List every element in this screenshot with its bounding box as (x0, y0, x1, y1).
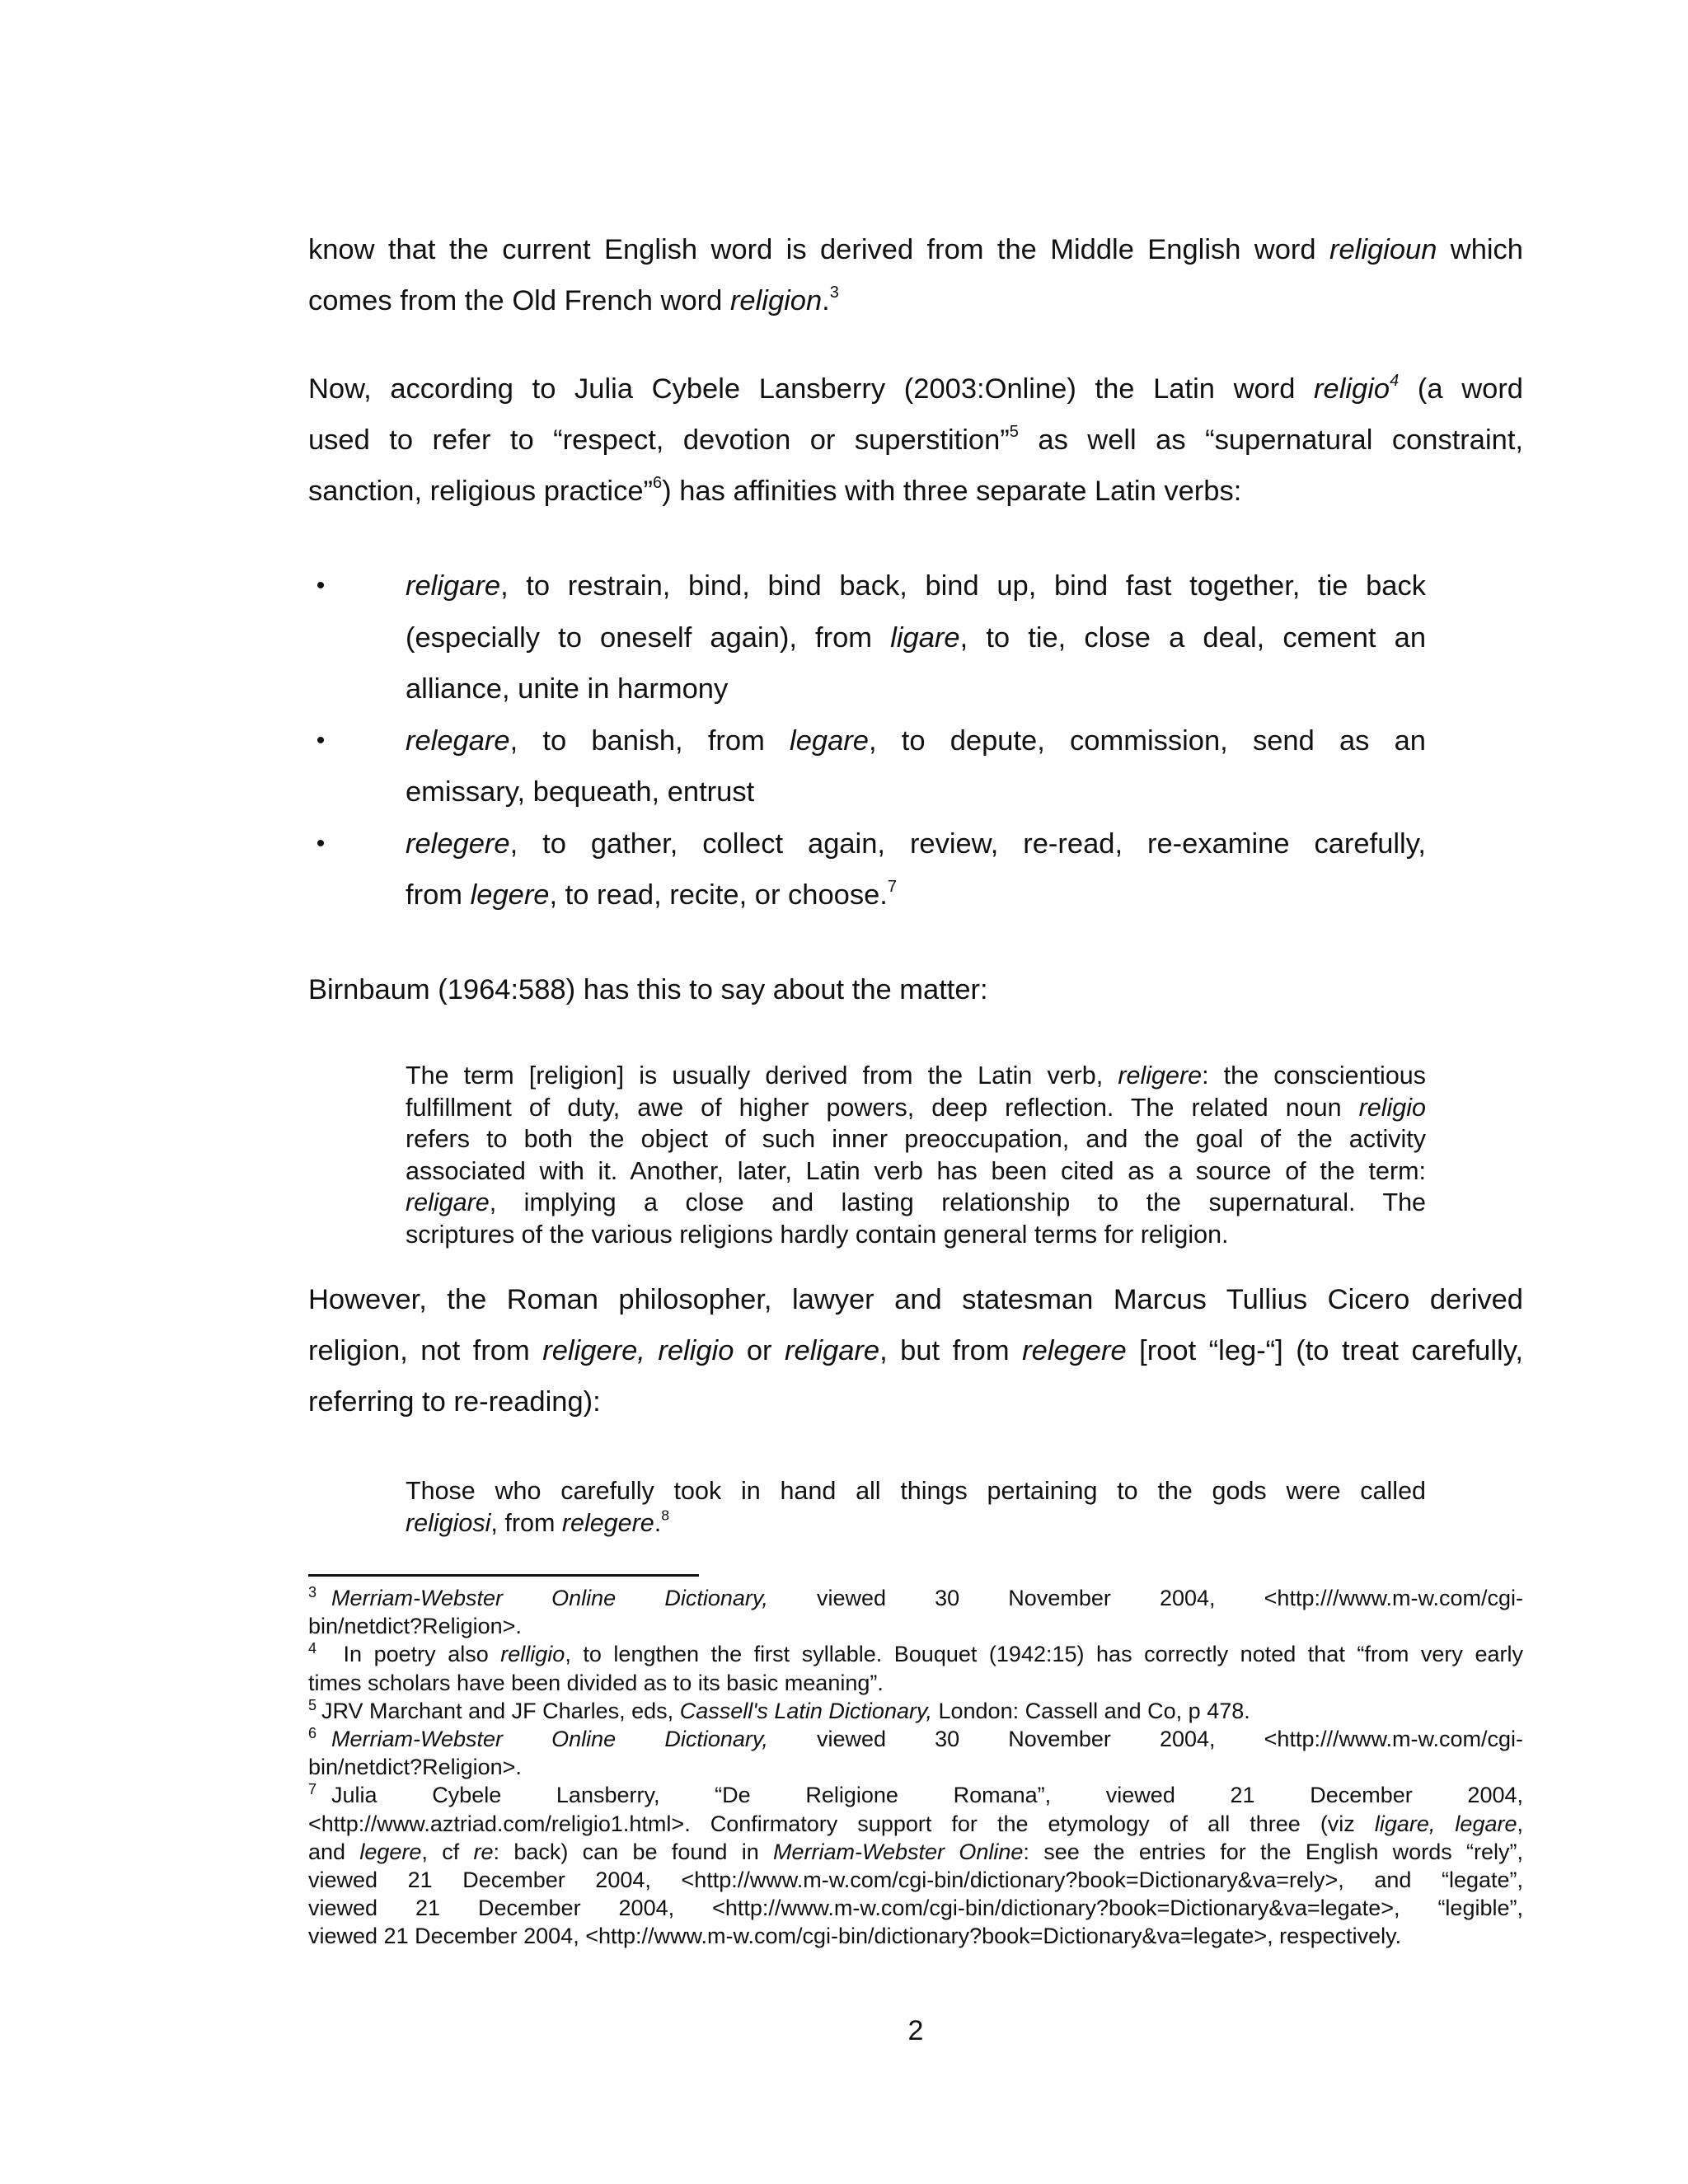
text-run: viewed 30 November 2004, <http:///www.m-w.com/cgi- (767, 1727, 1523, 1752)
text-run: , (1517, 1811, 1524, 1836)
text-run: (a word (1399, 373, 1523, 405)
italic-term: relegere (406, 827, 510, 860)
footnote-7 (308, 1781, 1523, 1950)
italic-term: Merriam-Webster Online Dictionary, (331, 1727, 768, 1752)
text-run: comes from the Old French word (308, 285, 730, 316)
footnote-ref[interactable]: 7 (887, 878, 898, 896)
footnote-ref[interactable]: 4 (1390, 372, 1400, 390)
text-run: In poetry also (331, 1642, 501, 1667)
footnotes (308, 1584, 1523, 1951)
text-run: , implying a close and lasting relationship to the supernatural. The (489, 1188, 1426, 1216)
text-run: Now, according to Julia Cybele Lansberry (2003:Online) the Latin word (308, 373, 1315, 405)
text-run: or (734, 1335, 785, 1366)
paragraph-cicero (308, 1274, 1523, 1427)
footnote-6 (308, 1725, 1523, 1781)
text-run: . (822, 285, 830, 316)
text-line: emissary, bequeath, entrust (406, 776, 755, 808)
text-line: viewed 21 December 2004, <http://www.m-w.com/cgi-bin/dictionary?book=Dictionary&va=rely>, and “legate”, (308, 1868, 1523, 1893)
text-line: 5 JRV Marchant and JF Charles, eds, Cassell's Latin Dictionary, London: Cassell and Co, p 478. (308, 1696, 1250, 1723)
text-run: , to gather, collect again, review, re-read, re-examine carefully, (509, 827, 1426, 860)
text-run: <http://www.aztriad.com/religio1.html>. Confirmatory support for the etymology of all three (viz (308, 1811, 1375, 1836)
footnote-5 (308, 1697, 1523, 1725)
paragraph-word-origin (308, 224, 1523, 326)
text-run: and (308, 1839, 360, 1864)
text-run: [root “leg-“] (to treat carefully, (1126, 1335, 1523, 1366)
text-line (308, 275, 1523, 326)
text-line (308, 1325, 1523, 1376)
footnote-divider (308, 1574, 699, 1577)
list-item (316, 715, 1426, 818)
text-run: London: Cassell and Co, p 478. (931, 1698, 1250, 1723)
text-run: viewed 30 November 2004, <http:///www.m-w.com/cgi- (767, 1586, 1523, 1610)
text-run: JRV Marchant and JF Charles, eds, (321, 1698, 680, 1723)
footnote-ref[interactable]: 3 (829, 284, 839, 302)
footnote-ref[interactable]: 5 (1009, 423, 1019, 441)
bullet-icon: • (316, 572, 326, 599)
text-line (406, 715, 1426, 767)
text-run: ) has affinities with three separate Latin verbs: (662, 476, 1242, 507)
italic-term: religare (785, 1335, 880, 1366)
text-line: 7 Julia Cybele Lansberry, “De Religione Romana”, viewed 21 December 2004, (308, 1781, 1523, 1808)
text-run: know that the current English word is derived from the Middle English word (308, 234, 1329, 265)
italic-term: Merriam-Webster Online (773, 1839, 1024, 1864)
italic-term: religio (1358, 1093, 1426, 1122)
text-run: , to depute, commission, send as an (868, 724, 1426, 757)
italic-term: religion (729, 285, 823, 316)
list-item (316, 560, 1427, 715)
italic-term: ligare, legare (1374, 1811, 1517, 1836)
footnote-4 (308, 1640, 1523, 1696)
italic-term: relegere (561, 1508, 654, 1537)
text-run: The term [religion] is usually derived from the Latin verb, (406, 1062, 1118, 1090)
text-run: : back) can be found in (493, 1839, 774, 1864)
footnote-ref[interactable]: 6 (653, 474, 663, 492)
text-run: as well as “supernatural constraint, (1018, 424, 1523, 456)
bullet-icon: • (316, 726, 326, 754)
text-run: , to read, recite, or choose. (549, 879, 888, 911)
text-line (406, 1187, 1426, 1219)
text-line: viewed 21 December 2004, <http://www.m-w.com/cgi-bin/dictionary?book=Dictionary&va=legate>, “legible”, (308, 1896, 1523, 1921)
text-run: , to restrain, bind, bind back, bind up, bind fast together, tie back (500, 570, 1426, 602)
text-line: bin/netdict?Religion>. (308, 1614, 522, 1639)
text-line (308, 224, 1523, 275)
text-run: religion, not from (308, 1335, 543, 1366)
italic-term: re (473, 1839, 494, 1864)
italic-term: Merriam-Webster Online Dictionary, (331, 1586, 768, 1610)
block-quote-cicero (406, 1475, 1426, 1539)
italic-term: relegare (406, 724, 510, 757)
text-run: , from (490, 1508, 562, 1537)
text-run: , cf (421, 1839, 474, 1864)
text-line: associated with it. Another, later, Latin verb has been cited as a source of the term: (406, 1156, 1426, 1185)
paragraph-birnbaum (308, 964, 1523, 1015)
italic-term: religere, religio (542, 1335, 734, 1366)
italic-term: religioun (1329, 234, 1437, 265)
text-line (308, 466, 1523, 517)
text-run: Julia Cybele Lansberry, “De Religione Romana”, viewed 21 December 2004, (331, 1783, 1523, 1808)
text-run: : the conscientious (1202, 1062, 1427, 1090)
text-run: , but from (879, 1335, 1023, 1366)
paragraph-lansberry (308, 363, 1523, 517)
text-line (308, 363, 1523, 415)
italic-term: ligare (890, 621, 960, 654)
page-number: 2 (907, 2015, 924, 2046)
italic-term: legere (359, 1839, 422, 1864)
text-line: times scholars have been divided as to its basic meaning”. (308, 1670, 884, 1695)
text-line: alliance, unite in harmony (406, 673, 729, 705)
list-item (316, 818, 1426, 921)
text-line (308, 415, 1523, 466)
text-run: sanction, religious practice” (308, 476, 654, 507)
italic-term: legare (790, 724, 869, 757)
text-line: viewed 21 December 2004, <http://www.m-w.com/cgi-bin/dictionary?book=Dictionary&va=legate>, respectively. (308, 1924, 1402, 1949)
block-quote-birnbaum (406, 1060, 1426, 1250)
italic-term: legere (470, 879, 550, 911)
text-line: 6 Merriam-Webster Online Dictionary, viewed 30 November 2004, <http:///www.m-w.com/cgi- (308, 1725, 1523, 1752)
text-line (406, 612, 1426, 664)
text-line: referring to re-reading): (308, 1386, 601, 1418)
text-line: scriptures of the various religions hardly contain general terms for religion. (406, 1220, 1229, 1249)
text-line: 3 Merriam-Webster Online Dictionary, viewed 30 November 2004, <http:///www.m-w.com/cgi- (308, 1584, 1523, 1610)
bullet-icon: • (316, 829, 326, 857)
text-line: Birnbaum (1964:588) has this to say about the matter: (308, 974, 988, 1005)
italic-term: religiosi (406, 1508, 491, 1537)
text-line (406, 1092, 1426, 1124)
text-line: However, the Roman philosopher, lawyer and statesman Marcus Tullius Cicero derived (308, 1284, 1523, 1315)
text-run: from (406, 879, 471, 911)
text-line (406, 869, 1426, 921)
italic-term: religio (1314, 373, 1390, 405)
text-line: refers to both the object of such inner preoccupation, and the goal of the activity (406, 1125, 1426, 1153)
text-run: which (1437, 234, 1523, 265)
italic-term: Cassell's Latin Dictionary, (679, 1698, 932, 1723)
italic-term: religare (406, 570, 501, 602)
text-run: . (654, 1508, 662, 1537)
text-run: : see the entries for the English words “rely”, (1023, 1839, 1523, 1864)
text-line (406, 1060, 1426, 1092)
text-run: , to banish, from (509, 724, 790, 757)
latin-verbs-list (316, 560, 1427, 921)
footnote-ref[interactable]: 8 (661, 1507, 670, 1524)
italic-term: relegere (1022, 1335, 1127, 1366)
footnote-3 (308, 1584, 1523, 1640)
italic-term: religare (406, 1188, 490, 1216)
text-line: bin/netdict?Religion>. (308, 1755, 522, 1780)
text-run: , to lengthen the first syllable. Bouquet (1942:15) has correctly noted that “from very early (565, 1642, 1523, 1667)
text-line (406, 560, 1426, 612)
text-run: (especially to oneself again), from (406, 621, 891, 654)
text-line (406, 818, 1426, 870)
text-line: Those who carefully took in hand all things pertaining to the gods were called (406, 1477, 1426, 1505)
text-line (308, 1810, 1523, 1838)
document-page (308, 0, 1523, 2184)
text-line (308, 1838, 1523, 1866)
text-line (406, 1507, 1426, 1540)
text-run: , to tie, close a deal, cement an (959, 621, 1427, 654)
text-run: used to refer to “respect, devotion or superstition” (308, 424, 1010, 456)
text-run: fulfillment of duty, awe of higher powers, deep reflection. The related noun (406, 1093, 1359, 1122)
italic-term: relligio (500, 1642, 565, 1667)
text-line: 4 In poetry also relligio, to lengthen the first syllable. Bouquet (1942:15) has correctly noted that “from very early (308, 1640, 1523, 1667)
italic-term: religere (1118, 1062, 1203, 1090)
